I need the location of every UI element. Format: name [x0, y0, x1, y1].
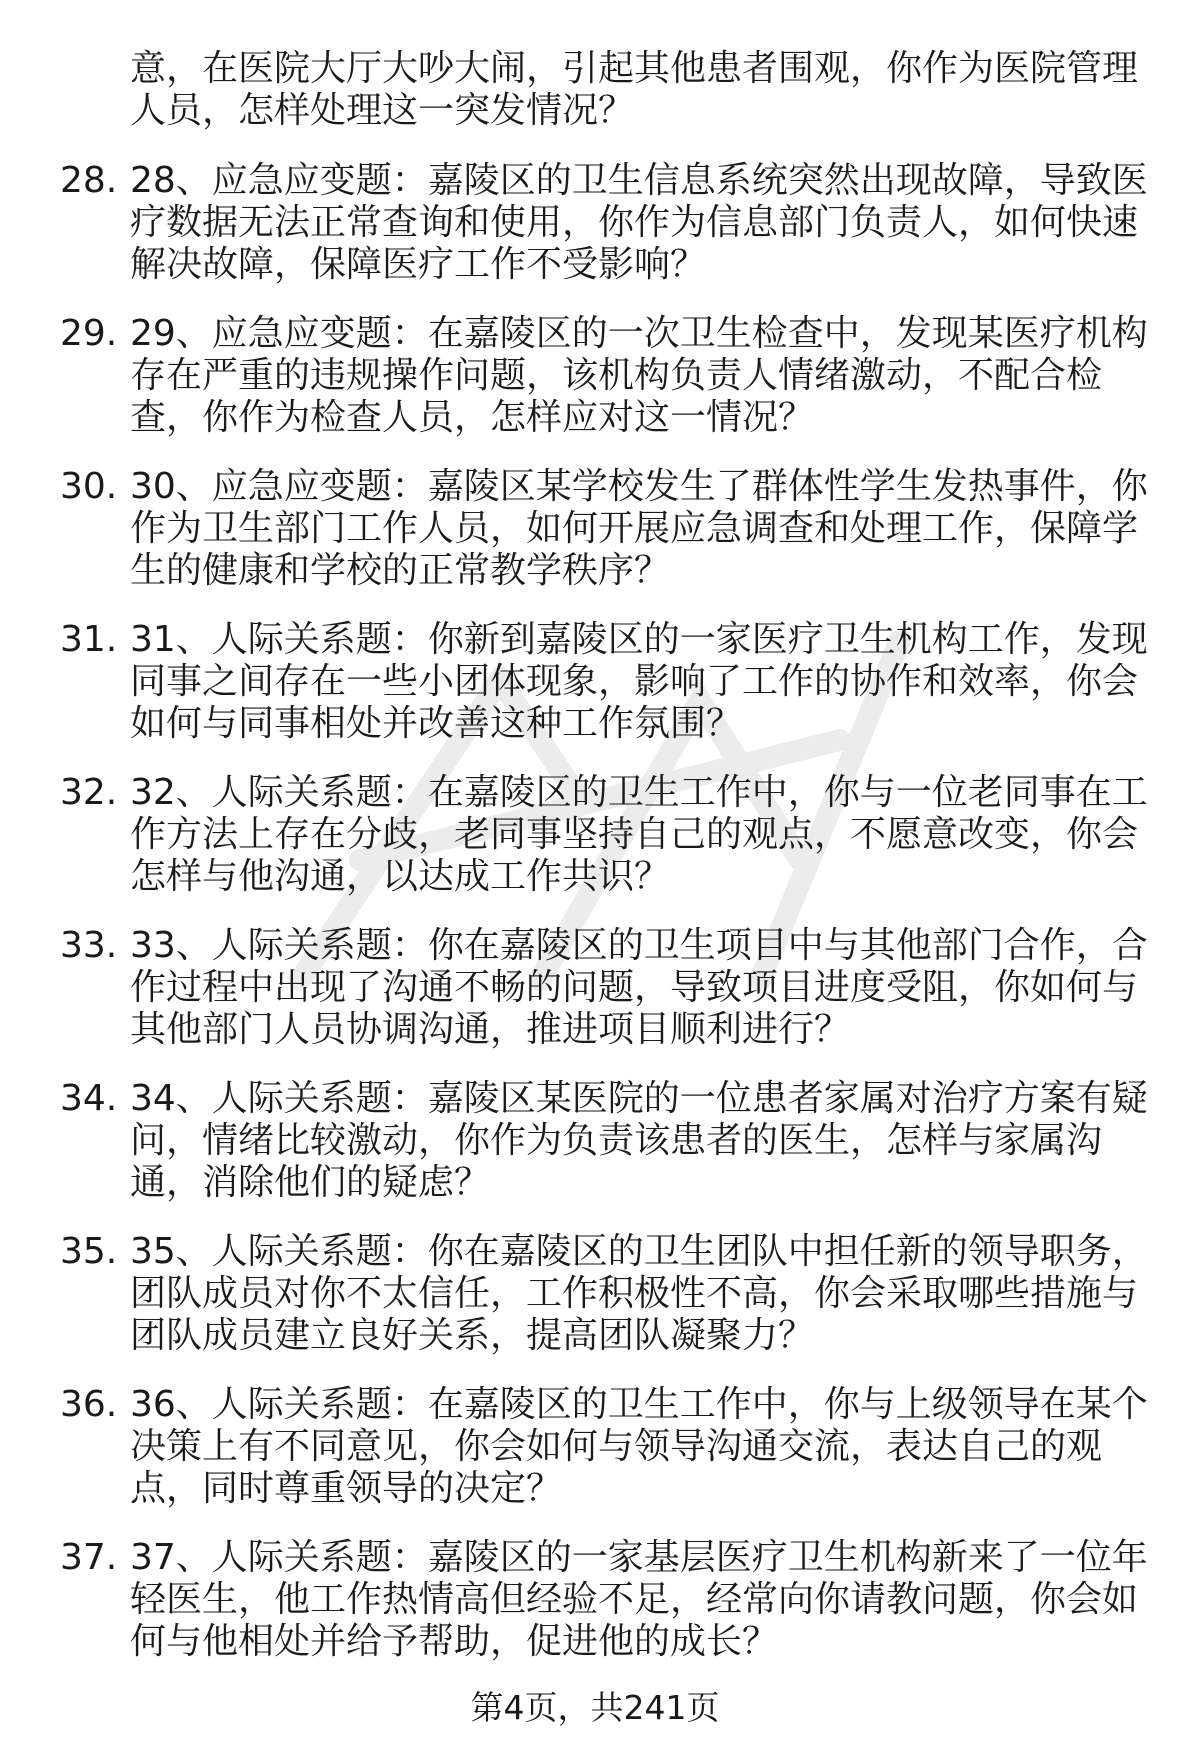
question-number: 33. [60, 925, 118, 966]
question-text: 31、人际关系题：你新到嘉陵区的一家医疗卫生机构工作，发现同事之间存在一些小团体现象，影响了工作的协作和效率，你会如何与同事相处并改善这种工作氛围？ [130, 619, 1148, 744]
question-text: 35、人际关系题：你在嘉陵区的卫生团队中担任新的领导职务，团队成员对你不太信任，工作积极性不高，你会采取哪些措施与团队成员建立良好关系，提高团队凝聚力？ [130, 1231, 1148, 1356]
question-number: 35. [60, 1231, 118, 1272]
question-text: 29、应急应变题：在嘉陵区的一次卫生检查中，发现某医疗机构存在严重的违规操作问题，该机构负责人情绪激动，不配合检查，你作为检查人员，怎样应对这一情况？ [130, 313, 1148, 438]
question-list [0, 160, 1190, 1730]
page-footer: 第4页，共241页 [470, 1688, 720, 1727]
question-number: 31. [60, 619, 118, 660]
question-number: 32. [60, 772, 118, 813]
question-number: 30. [60, 466, 118, 507]
question-number: 34. [60, 1078, 118, 1119]
question-text: 37、人际关系题：嘉陵区的一家基层医疗卫生机构新来了一位年轻医生，他工作热情高但经验不足，经常向你请教问题，你会如何与他相处并给予帮助，促进他的成长？ [130, 1537, 1148, 1662]
question-text: 32、人际关系题：在嘉陵区的卫生工作中，你与一位老同事在工作方法上存在分歧，老同事坚持自己的观点，不愿意改变，你会怎样与他沟通，以达成工作共识？ [130, 772, 1148, 897]
question-text: 34、人际关系题：嘉陵区某医院的一位患者家属对治疗方案有疑问，情绪比较激动，你作为负责该患者的医生，怎样与家属沟通，消除他们的疑虑？ [130, 1078, 1148, 1203]
question-number: 29. [60, 313, 118, 354]
question-number: 28. [60, 160, 118, 201]
question-text: 36、人际关系题：在嘉陵区的卫生工作中，你与上级领导在某个决策上有不同意见，你会如何与领导沟通交流，表达自己的观点，同时尊重领导的决定？ [130, 1384, 1148, 1509]
continuation-paragraph: 意，在医院大厅大吵大闹，引起其他患者围观，你作为医院管理人员，怎样处理这一突发情况？ [130, 48, 1139, 131]
question-number: 37. [60, 1537, 118, 1578]
question-number: 36. [60, 1384, 118, 1425]
question-text: 28、应急应变题：嘉陵区的卫生信息系统突然出现故障，导致医疗数据无法正常查询和使用，你作为信息部门负责人，如何快速解决故障，保障医疗工作不受影响？ [130, 160, 1148, 285]
question-text: 30、应急应变题：嘉陵区某学校发生了群体性学生发热事件，你作为卫生部门工作人员，如何开展应急调查和处理工作，保障学生的健康和学校的正常教学秩序？ [130, 466, 1148, 591]
question-text: 33、人际关系题：你在嘉陵区的卫生项目中与其他部门合作，合作过程中出现了沟通不畅的问题，导致项目进度受阻，你如何与其他部门人员协调沟通，推进项目顺利进行？ [130, 925, 1148, 1050]
